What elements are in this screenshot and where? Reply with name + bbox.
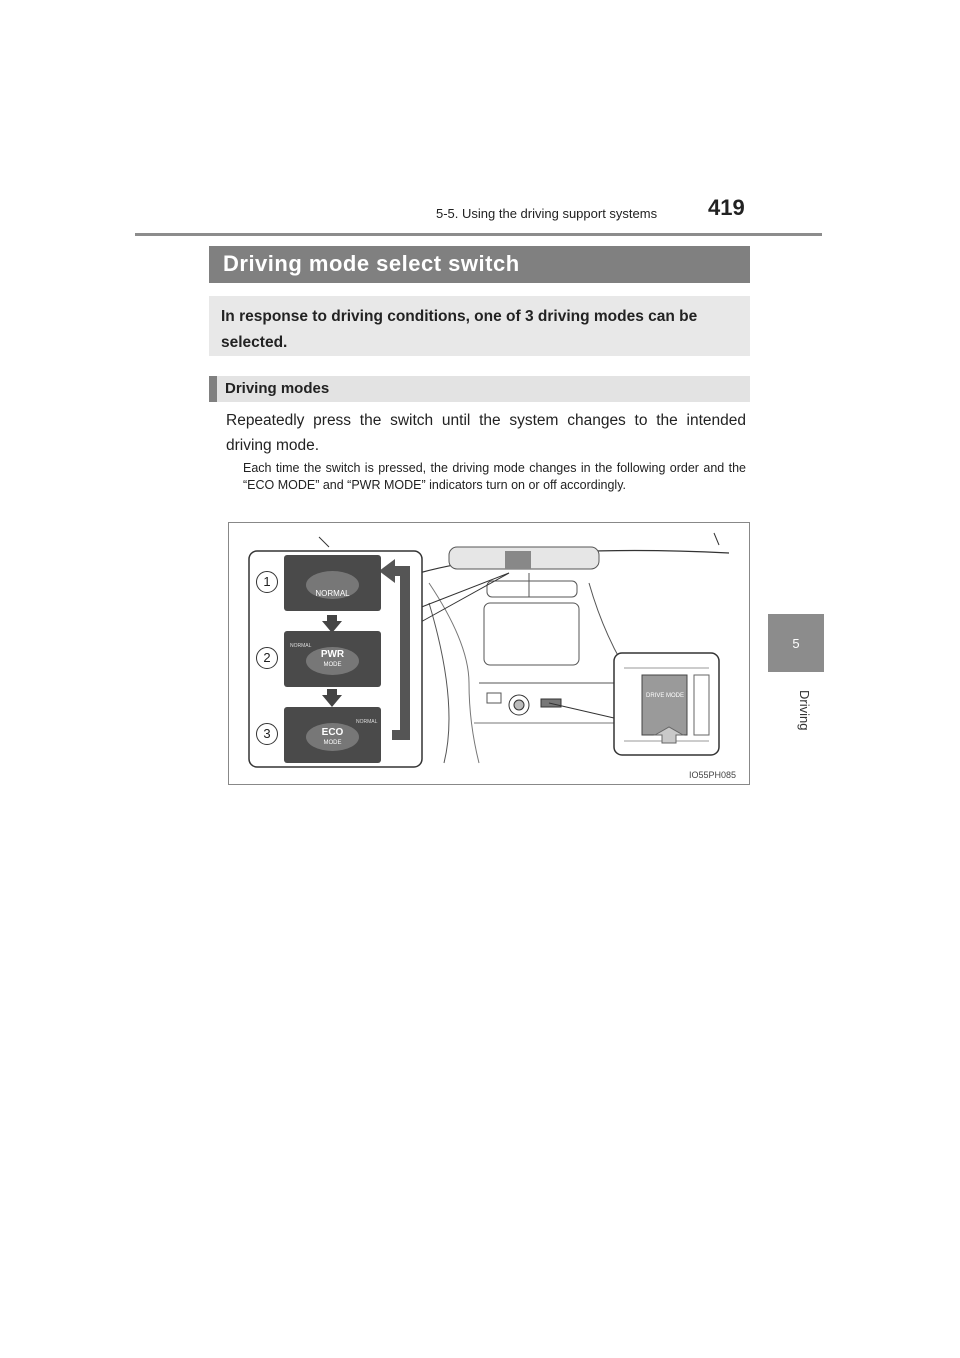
- mode-label-pwr: PWR: [320, 649, 345, 660]
- mode-side-normal: NORMAL: [290, 643, 312, 649]
- subheading: Driving modes: [225, 380, 330, 397]
- intro-text: In response to driving conditions, one of 3 driving modes can be selected.: [221, 308, 698, 351]
- down-arrow-icon: [322, 695, 342, 707]
- mode-side-normal: NORMAL: [356, 719, 378, 725]
- mode-sublabel-eco: MODE: [323, 740, 342, 746]
- mode-panel-normal: [284, 555, 381, 611]
- body-text: Repeatedly press the switch until the system changes to the intended driving mode.: [226, 412, 746, 454]
- note-text: Each time the switch is pressed, the driving mode changes in the following order and the “ECO MODE” and “PWR MODE” indicators turn on or off accordingly.: [243, 461, 746, 492]
- title-bar: [209, 246, 750, 283]
- intro-box: [209, 296, 750, 356]
- section-label: 5-5. Using the driving support systems: [436, 206, 658, 221]
- drive-mode-switch-label: DRIVE MODE: [645, 693, 684, 699]
- step-2-marker: 2: [256, 647, 278, 669]
- mode-sublabel-pwr: MODE: [323, 662, 342, 668]
- page-number: 419: [708, 195, 745, 220]
- chapter-tab-label: Driving: [797, 690, 812, 731]
- mode-label-normal: NORMAL: [315, 589, 350, 598]
- step-1-marker: 1: [256, 571, 278, 593]
- mode-panel-pwr: [284, 631, 381, 687]
- page-title: Driving mode select switch: [223, 251, 520, 276]
- mode-panel-eco: [284, 707, 381, 763]
- header-rule: [135, 233, 822, 236]
- subheading-bar: [209, 376, 750, 402]
- chapter-tab-number: 5: [792, 635, 800, 651]
- figure-code: IO55PH085: [689, 770, 737, 780]
- subheading-accent: [209, 376, 217, 402]
- step-3-marker: 3: [256, 723, 278, 745]
- chapter-tab[interactable]: [768, 614, 824, 672]
- figure: [228, 522, 750, 785]
- mode-label-eco: ECO: [321, 727, 344, 738]
